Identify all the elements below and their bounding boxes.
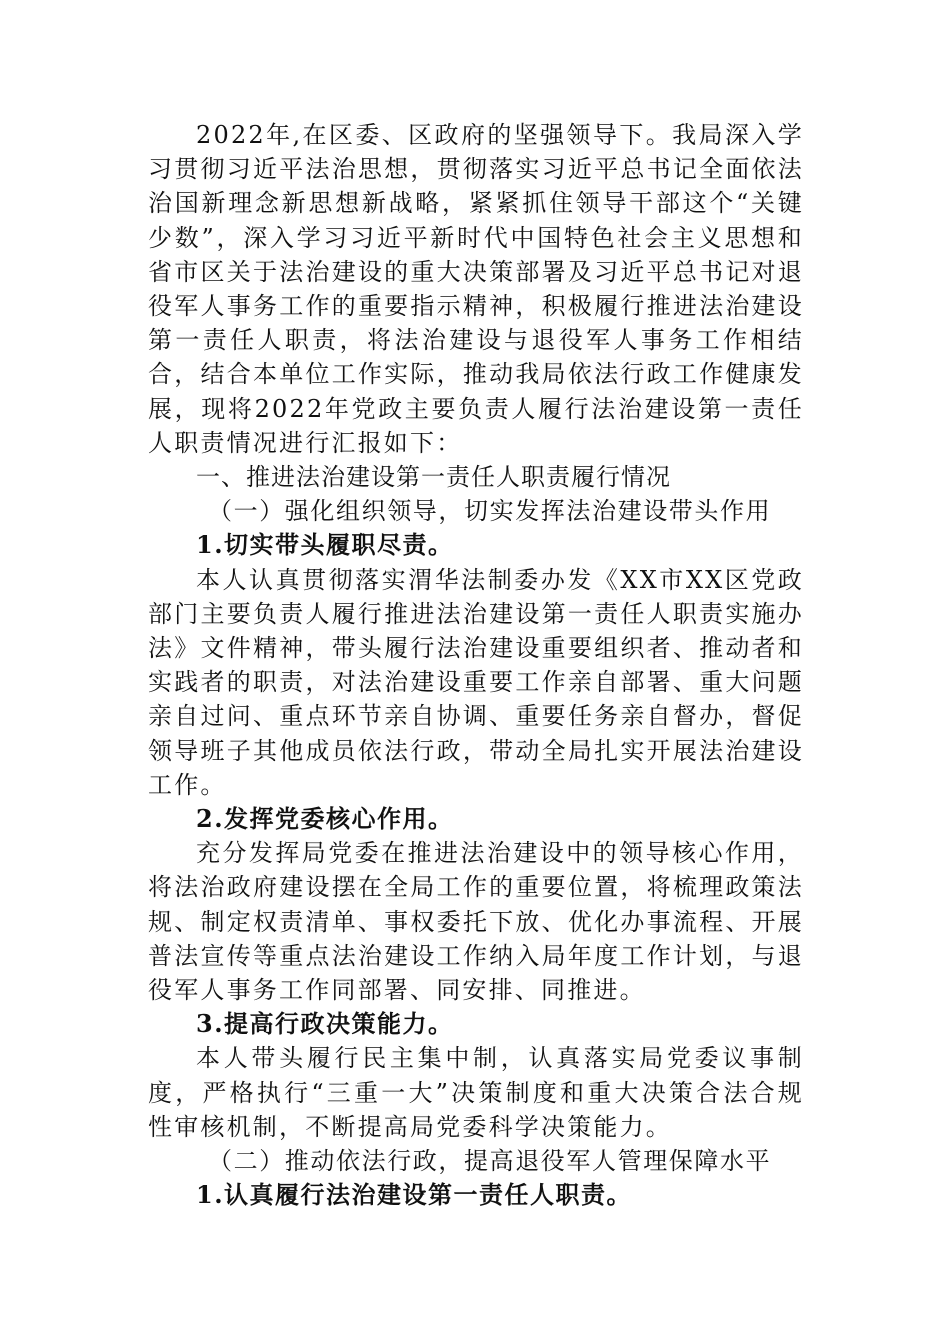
item1-heading: 1.切实带头履职尽责。 bbox=[196, 530, 454, 560]
section1-heading: 一、推进法治建设第一责任人职责履行情况 bbox=[196, 463, 671, 492]
item4-heading: 1.认真履行法治建设第一责任人职责。 bbox=[196, 1180, 633, 1210]
item2-heading: 2.发挥党委核心作用。 bbox=[196, 804, 454, 834]
item3-paragraph: 本人带头履行民主集中制，认真落实局党委议事制度，严格执行“三重一大”决策制度和重大决策合法合规性审核机制，不断提高局党委科学决策能力。 bbox=[148, 1044, 804, 1141]
intro-paragraph: 2022年,在区委、区政府的坚强领导下。我局深入学习贯彻习近平法治思想，贯彻落实习近平总书记全面依法治国新理念新思想新战略，紧紧抓住领导干部这个“关键少数”，深入学习习近平新时代中国特色社会主义思想和省市区关于法治建设的重大决策部署及习近平总书记对退役军人事务工作的重要指示精神，积极履行推进法治建设第一责任人职责，将法治建设与退役军人事务工作相结合，结合本单位工作实际，推动我局依法行政工作健康发展，现将2022年党政主要负责人履行法治建设第一责任人职责情况进行汇报如下： bbox=[148, 121, 804, 457]
item1-paragraph: 本人认真贯彻落实渭华法制委办发《XX市XX区党政部门主要负责人履行推进法治建设第一责任人职责实施办法》文件精神，带头履行法治建设重要组织者、推动者和实践者的职责，对法治建设重要工作亲自部署、重大问题亲自过问、重点环节亲自协调、重要任务亲自督办，督促领导班子其他成员依法行政，带动全局扎实开展法治建设工作。 bbox=[148, 565, 804, 799]
item3-heading: 3.提高行政决策能力。 bbox=[196, 1009, 454, 1039]
subsection2-heading: （二）推动依法行政，提高退役军人管理保障水平 bbox=[208, 1147, 772, 1176]
document-page bbox=[148, 118, 804, 1213]
subsection1-heading: （一）强化组织领导，切实发挥法治建设带头作用 bbox=[208, 497, 772, 526]
item2-paragraph: 充分发挥局党委在推进法治建设中的领导核心作用，将法治政府建设摆在全局工作的重要位置，将梳理政策法规、制定权责清单、事权委托下放、优化办事流程、开展普法宣传等重点法治建设工作纳入局年度工作计划，与退役军人事务工作同部署、同安排、同推进。 bbox=[148, 839, 804, 1005]
